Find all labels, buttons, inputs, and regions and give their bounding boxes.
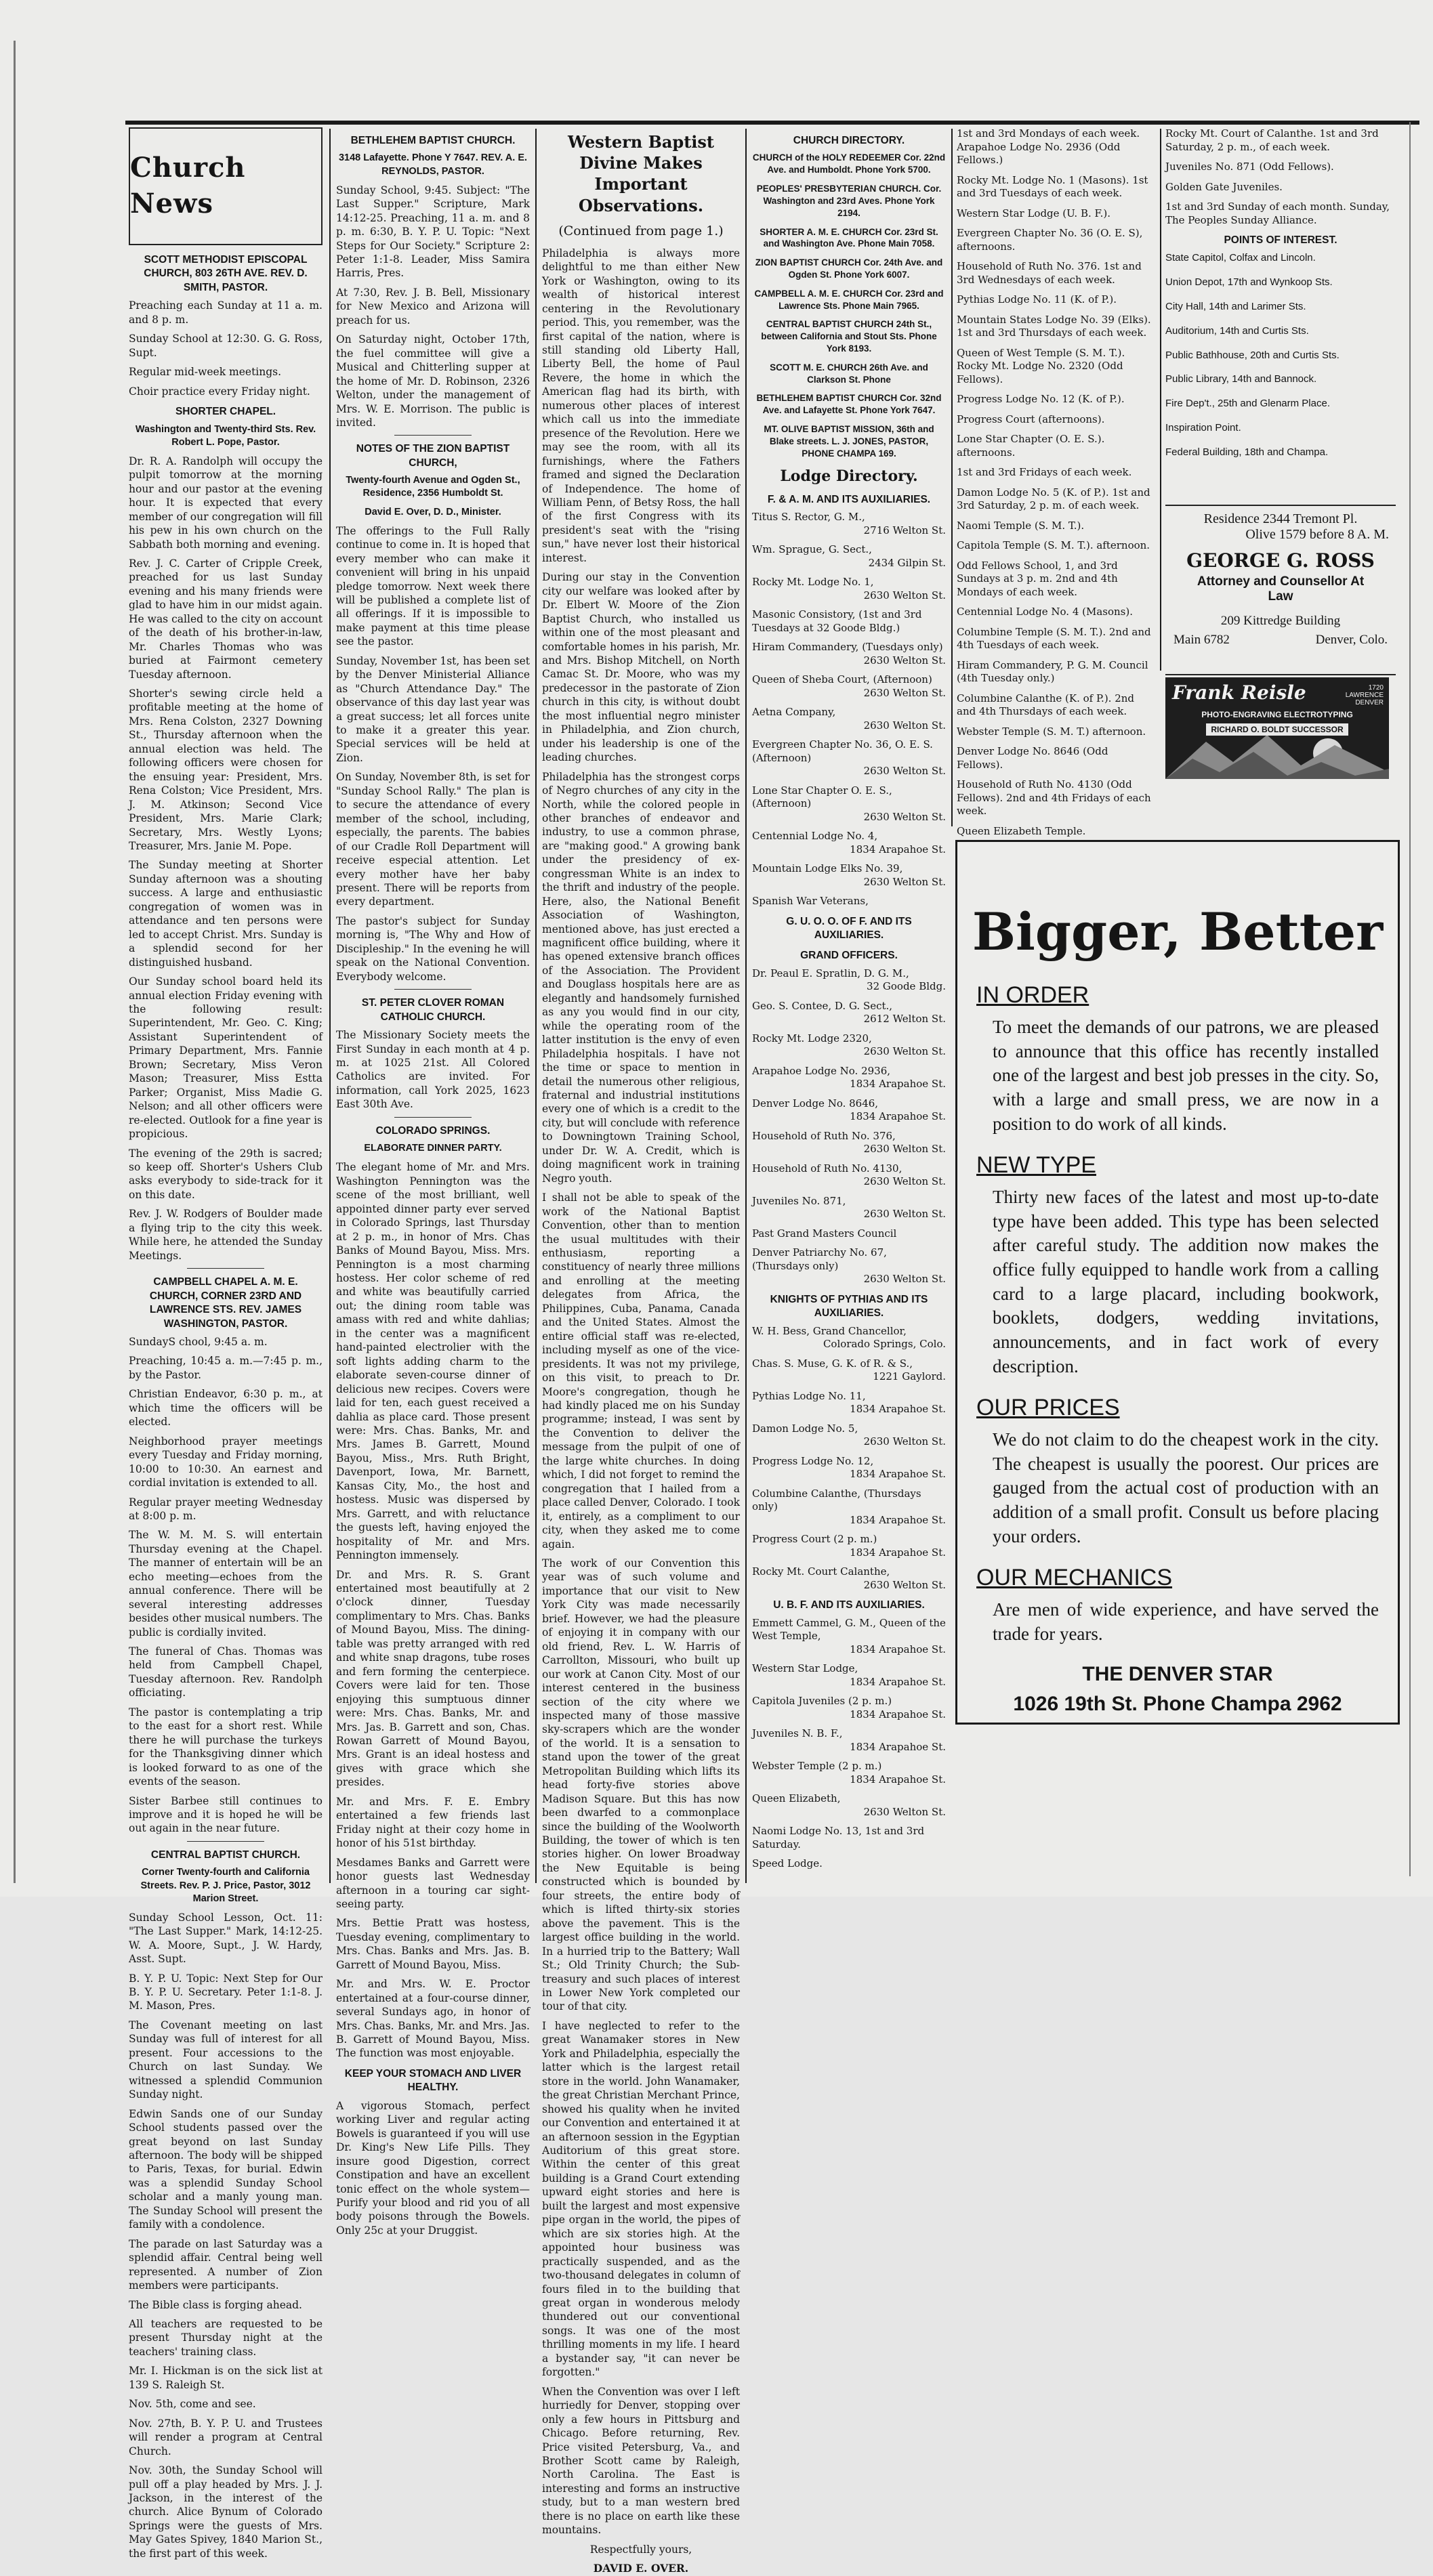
meeting-entry: Western Star Lodge (U. B. F.). [957,207,1110,219]
zion-minister: David E. Over, D. D., Minister. [365,506,501,518]
point-of-interest: Inspiration Point. [1165,422,1241,434]
meeting-entry: Juveniles No. 871 (Odd Fellows). [1165,161,1334,173]
column-divider [535,129,537,1883]
point-of-interest: Federal Building, 18th and Champa. [1165,446,1329,458]
meeting-entry: Columbine Temple (S. M. T.). 2nd and 4th Tuesdays of each week. [957,625,1151,651]
lodge-address: 1834 Arapahoe St. [850,1403,946,1416]
lodge-entry [752,543,946,570]
paragraph: The Bible class is forging ahead. [129,2298,302,2311]
church-directory-title: CHURCH DIRECTORY. [793,135,905,146]
lodge-name: Webster Temple (2 p. m.) [752,1760,882,1773]
ad-headline: Bigger, Better [972,902,1384,962]
ross-title: Attorney and Counsellor At Law [1197,574,1365,604]
lodge-address: 2630 Welton St. [863,719,946,732]
paragraph: I shall not be able to speak of the work of the National Baptist Convention, other than to mention the usual multitudes with their enthusiasm, reporting a constituency of nearly three millions and enrolling at the meeting delegates from Africa, the Philippines, Cuba, Panama, Canada and the United States. Almost the entire official staff was re-elected, including myself as one of the vice-presidents. It was not my privilege, on this visit, to preach to Dr. Moore's congregation, though he had kindly placed me on his Sunday programme; instead, I was sent by the Convention to deliver the message from the pulpit of one of the large white churches. In doing which, I did not forget to remind the congregation that I hailed from a place called Denver, Colorado. I took it, entirely, as a compliment to our city, when they asked me to come again. [542,1191,740,1550]
signature: DAVID E. OVER. [593,2562,689,2575]
column-2 [336,127,530,2237]
lodge-name: Dr. Peaul E. Spratlin, D. G. M., [752,967,909,979]
divider [394,989,472,990]
ross-city: Denver, Colo. [1315,633,1388,647]
lodge-name: Speed Lodge. [752,1857,823,1870]
lodge-name: Queen Elizabeth, [752,1792,841,1805]
central-heading: CENTRAL BAPTIST CHURCH. [150,1849,301,1861]
paragraph: Preaching each Sunday at 11 a. m. and 8 p. m. [129,299,323,326]
paragraph: Nov. 30th, the Sunday School will pull off a play headed by Mrs. J. J. Jackson, in the interest of the church. Alice Bynum of Colorado Springs were the guests of Mrs. May Gates Spivey, 1840 Marion St., the first part of this week. [129,2464,323,2560]
lodge-entry [752,1792,946,1819]
meeting-entry: Centennial Lodge No. 4 (Masons). [957,606,1133,618]
ad-section-body: Thirty new faces of the latest and most up-to-date type have been added. This type has been selected after careful study. The addition now makes the office fully equipped to handle work from a calling card to a large placard, including bookwork, booklets, dodgers, wedding invitations, announcements, and in fact work of every description. [993,1187,1379,1376]
paragraph: Sister Barbee still continues to improve and it is hoped he will be out again in the near future. [129,1794,323,1835]
continued-note: (Continued from page 1.) [558,223,724,238]
colorado-springs-heading: COLORADO SPRINGS. [375,1124,491,1137]
lodge-entry [752,576,946,602]
meeting-entry: Damon Lodge No. 5 (K. of P.). 1st and 3rd Saturday, 2 p. m. of each week. [957,486,1150,511]
paragraph: The Covenant meeting on last Sunday was full of interest for all present. Four accessions to the Church on last Sunday. We witnessed a splendid Communion Sunday night. [129,2019,323,2101]
lodge-entry [752,1325,946,1351]
point-of-interest: Fire Dep't., 25th and Glenarm Place. [1165,398,1330,410]
paragraph: Mr. I. Hickman is on the sick list at 139 S. Raleigh St. [129,2365,323,2391]
zion-heading: NOTES OF THE ZION BAPTIST CHURCH, [356,443,510,469]
meeting-entry: Lone Star Chapter (O. E. S.). afternoons. [957,433,1105,459]
lodge-address: 1834 Arapahoe St. [850,1643,946,1655]
point-of-interest: City Hall, 14th and Larimer Sts. [1165,301,1306,313]
lodge-name: Progress Lodge No. 12, [752,1454,874,1467]
paragraph: Sunday, November 1st, has been set by the Denver Ministerial Alliance as "Church Attendance Day." The observance of this day last year was a great success; let all forces unite to make it a greater this year. Special services will be held at Zion. [336,654,530,764]
church-entry: CHURCH of the HOLY REDEEMER Cor. 22nd Ave. and Humboldt. Phone York 5700. [752,152,946,175]
logo-address: 1720 LAWRENCE DENVER [1345,684,1384,706]
ross-footer [1165,629,1396,648]
point-of-interest: Auditorium, 14th and Curtis Sts. [1165,324,1309,337]
campbell-heading: CAMPBELL CHAPEL A. M. E. CHURCH, CORNER 23RD AND LAWRENCE STS. REV. JAMES WASHINGTON, PASTOR. [149,1276,302,1330]
lodge-name: Spanish War Veterans, [752,895,869,907]
paragraph: Sunday School, 9:45. Subject: "The Last Supper." Scripture, Mark 14:12-25. Preaching, 11 a. m. and 8 p. m. 6:30, B. Y. P. U. Topic: "Next Steps for Our Society." Scripture 2: Peter 1:1-8. Leader, Miss Samira Harris, Pres. [336,184,530,280]
lodge-name: Emmett Cammel, G. M., Queen of the West Temple, [752,1616,946,1643]
lodge-name: Masonic Consistory, (1st and 3rd Tuesdays at 32 Goode Bldg.) [752,608,922,634]
ad-section-body: Are men of wide experience, and have served the trade for years. [993,1599,1379,1644]
paragraph: During our stay in the Convention city our welfare was looked after by Dr. Elbert W. Moore of the Zion Baptist Church, who installed us within one of the most pleasant and comfortable homes in his parish, Mr. and Mrs. Bishop Mitchell, on North Camac St. Dr. Moore, who was my predecessor in the pastorate of Zion church in this city, is without doubt the most influential negro minister in Philadelphia, and Zion church, under his leadership is one of the leading churches. [542,571,740,764]
ad-section-title: OUR MECHANICS [976,1565,1173,1591]
meeting-entry: Household of Ruth No. 376. 1st and 3rd Wednesdays of each week. [957,260,1142,286]
meeting-entry: Naomi Temple (S. M. T.). [957,519,1085,532]
ross-card [1165,505,1396,675]
lodge-address: 2630 Welton St. [863,1273,946,1286]
paragraph: Nov. 5th, come and see. [129,2398,256,2411]
lodge-entry [752,1246,946,1286]
lodge-entry [752,895,946,908]
page-edge-left [14,41,16,1883]
meeting-entry: Columbine Calanthe (K. of P.). 2nd and 4th Thursdays of each week. [957,692,1135,717]
shorter-heading: SHORTER CHAPEL. [175,406,276,418]
article-headline: Western Baptist Divine Makes Important Observations. [568,132,714,215]
paragraph: Our Sunday school board held its annual election Friday evening with the following result: Superintendent, Mr. Geo. C. King; Assistant Superintendent of Primary Department, Mrs. Fannie Brown; Secretary, Miss Veron Mason; Treasurer, Miss Estta Parker; Organist, Miss Madie G. Nelson; and all other officers were re-elected. Outlook for a fine year is propicious. [129,975,323,1141]
column-4 [752,127,946,1875]
lodge-name: W. H. Bess, Grand Chancellor, [752,1324,907,1337]
paragraph: The Sunday meeting at Shorter Sunday afternoon was a shouting success. A large and enthusiastic congregation of women was in attendance and ten persons were led to accept Christ. Mrs. Sunday is a splendid second for her distinguished husband. [129,859,323,969]
meeting-entry: Golden Gate Juveniles. [1165,180,1283,193]
paragraph: All teachers are requested to be present Thursday night at the teachers' training class. [129,2317,323,2358]
lodge-entry [752,1000,946,1026]
lodge-name: Capitola Juveniles (2 p. m.) [752,1695,892,1708]
points-of-interest-heading: POINTS OF INTEREST. [1224,234,1337,246]
lodge-address: 2630 Welton St. [863,654,946,667]
lodge-address: 2630 Welton St. [863,875,946,888]
meeting-entry: Odd Fellows School, 1, and 3rd Sundays at 3 p. m. 2nd and 4th Mondays of each week. [957,559,1118,598]
meeting-entry: Capitola Temple (S. M. T.). afternoon. [957,539,1150,551]
paragraph: Philadelphia is always more delightful to me than either New York or Washington, owing to its wealth of historical interest centering in the Revolutionary period. This, you remember, was the first capital of the nation, where is still standing old Liberty Hall, Liberty Bell, the home of Paul Revere, the home in which the American flag had its birth, with numerous other places of interest which call us into the immediate presence of the Revolution. Here we may see the room, with all its furnishings, where the Fathers framed and signed the Declaration of Independence. The home of William Penn, of Betsy Ross, the hall of the first Congress with its president's seat with the "rising sun," have never lost their historical interest. [542,247,740,564]
central-subheading: Corner Twenty-fourth and California Streets. Rev. P. J. Price, Pastor, 3012 Marion Street. [140,1867,311,1904]
print-shop-advertisement [955,840,1400,1725]
meeting-entry: Mountain States Lodge No. 39 (Elks). 1st and 3rd Thursdays of each week. [957,313,1151,339]
logo-name: Frank Reisle [1172,681,1306,704]
lodge-name: Lone Star Chapter O. E. S., (Afternoon) [752,784,892,809]
paragraph: Rev. J. W. Rodgers of Boulder made a flying trip to the city this week. While here, he attended the Sunday Meetings. [129,1208,323,1262]
st-peter-heading: ST. PETER CLOVER ROMAN CATHOLIC CHURCH. [361,997,505,1023]
lodge-name: Pythias Lodge No. 11, [752,1389,866,1402]
paragraph: Shorter's sewing circle held a profitable meeting at the home of Mrs. Rena Colston, 2327 Downing St., Thursday afternoon when the annual election was held. The following officers were chosen for the ensuing year: President, Mrs. Rena Colston; Vice President, Mrs. J. M. Atkinson; Second Vice President, Mrs. Marie Clark; Secretary, Mrs. Westly Lyons; Treasurer, Mrs. Janie M. Pope. [129,688,323,853]
bethlehem-subheading: 3148 Lafayette. Phone Y 7647. REV. A. E. REYNOLDS, PASTOR. [338,152,528,177]
lodge-address: 1834 Arapahoe St. [850,1110,946,1123]
lodge-entry [752,706,946,732]
meeting-entry: Queen of West Temple (S. M. T.). Rocky Mt. Lodge No. 2320 (Odd Fellows). [957,346,1125,385]
column-1 [129,127,323,2560]
paragraph: Dr. R. A. Randolph will occupy the pulpit tomorrow at the morning hour and our pastor at the evening hour. It is expected that every member of our congregation will fill his pew in his own church on the Sabbath both morning and evening. [129,455,323,551]
paragraph: The W. M. M. S. will entertain Thursday evening at the Chapel. The manner of entertain will be an echo meeting—echoes from the annual conference. There will be several interesting addresses besides other musical numbers. The public is cordially invited. [129,1529,323,1639]
lodge-address: 1834 Arapahoe St. [850,1740,946,1753]
lodge-name: Chas. S. Muse, G. K. of R. & S., [752,1357,913,1370]
church-entry: CENTRAL BAPTIST CHURCH 24th St., between California and Stout Sts. Phone York 8193. [761,319,937,354]
lodge-name: Juveniles No. 871, [752,1194,846,1207]
paragraph: B. Y. P. U. Topic: Next Step for Our B. Y. P. U. Secretary. Peter 1:1-8. J. M. Mason, Pres. [129,1972,323,2012]
meeting-entry: Webster Temple (S. M. T.) afternoon. [957,725,1146,738]
paragraph: At 7:30, Rev. J. B. Bell, Missionary for New Mexico and Arizona will preach for us. [336,286,530,326]
ad-section-title: IN ORDER [976,982,1089,1008]
church-entry: BETHLEHEM BAPTIST CHURCH Cor. 32nd Ave. and Lafayette St. Phone York 7647. [756,393,942,416]
paragraph: Philadelphia has the strongest corps of Negro churches of any city in the North, while the colored people in other branches of endeavor and industry, to use a common phrase, are "making good." A growing bank under the presidency of ex-congressman White is an index to the thrift and industry of the people. Here, also, the National Benefit Association of Washington, mentioned above, has just erected a magnificent office building, where it has opened extensive branch offices of the Association. The Provident and Douglass hospitals here are as elegantly and handsomely furnished as any you would find in our city, while the operating room of the latter institution is the envy of even Philadelphia hospitals. I have not the time or space to mention in detail the numerous other religious, fraternal and industrial institutions every one of which is a credit to the city, but will conclude with reference to Downingtown Training School, under Dr. W. A. Credit, which is doing magnificent work in training Negro youth. [542,770,740,1185]
lodge-entry [752,1422,946,1449]
ad-section-body: We do not claim to do the cheapest work in the city. The cheapest is usually the poorest. Our prices are gauged from the actual cost of production with an addition of a small profit. Consult us before placing your orders. [993,1429,1379,1546]
meeting-entry: 1st and 3rd Sunday of each month. Sunday, The Peoples Sunday Alliance. [1165,200,1390,226]
lodge-entry [752,1130,946,1156]
logo-services: PHOTO-ENGRAVING ELECTROTYPING [1201,710,1353,719]
kop-heading: KNIGHTS OF PYTHIAS AND ITS AUXILIARIES. [770,1293,928,1319]
paragraph: The evening of the 29th is sacred; so keep off. Shorter's Ushers Club asks everybody to side-track for it on this date. [129,1147,323,1201]
colorado-springs-subheading: ELABORATE DINNER PARTY. [364,1143,502,1154]
point-of-interest: Union Depot, 17th and Wynkoop Sts. [1165,276,1333,289]
lodge-address: 1834 Arapahoe St. [850,1513,946,1526]
zion-subheading: Twenty-fourth Avenue and Ogden St., Residence, 2356 Humboldt St. [346,475,520,499]
lodge-name: Mountain Lodge Elks No. 39, [752,862,903,874]
lodge-entry [752,1162,946,1189]
lodge-name: Rocky Mt. Lodge No. 1, [752,576,874,588]
lodge-address: 2630 Welton St. [863,1045,946,1058]
point-of-interest: Public Bathhouse, 20th and Curtis Sts. [1165,349,1339,361]
guoo-heading: G. U. O. O. OF F. AND ITS AUXILIARIES. [786,915,912,941]
ross-building: 209 Kittredge Building [1220,614,1341,628]
divider [394,435,472,436]
logo-successor: RICHARD O. BOLDT SUCCESSOR [1206,723,1348,736]
lodge-address: 1834 Arapahoe St. [850,843,946,856]
lodge-name: Progress Court (2 p. m.) [752,1533,877,1546]
ross-residence: Residence 2344 Tremont Pl. [1203,511,1358,526]
lodge-entry [752,1565,946,1592]
paragraph: Mr. and Mrs. W. E. Proctor entertained at a four-course dinner, several Sundays ago, in honor of Mrs. Chas. Banks, Mr. and Mrs. Jas. B. Garrett of Mound Bayou, Miss. The function was most enjoyable. [336,1978,530,2060]
meeting-entry: Pythias Lodge No. 11 (K. of P.). [957,293,1117,305]
paragraph: The parade on last Saturday was a splendid affair. Central being well represented. A number of Zion members were participants. [129,2237,323,2292]
paragraph: The pastor is contemplating a trip to the east for a short rest. While there he will purchase the turkeys for the Thanksgiving dinner which is looked forward to as one of the events of the season. [129,1706,323,1788]
church-entry: CAMPBELL A. M. E. CHURCH Cor. 23rd and Lawrence Sts. Phone Main 7965. [754,288,944,311]
ad-section-body: To meet the demands of our patrons, we are pleased to announce that this office has recently installed one of the largest and best job presses in the city. So, with a large and small press, we are now in a position to do work of all kinds. [993,1017,1379,1134]
lodge-entry [752,1662,946,1689]
lodge-entry [752,1357,946,1384]
lodge-name: Evergreen Chapter No. 36, O. E. S. (Afternoon) [752,738,933,764]
closing: Respectfully yours, [589,2543,692,2556]
paragraph: The work of our Convention this year was of such volume and importance that our visit to New York City was made necessarily brief. However, we had the pleasure of enjoying it in company with our old friend, Rev. L. W. Harris of Carrollton, Missouri, who built up our work at Canon City. Most of our interest centered in the business section of the city where we inspected many of those massive sky-scrapers which are the wonder of the world. It is a sensation to stand upon the tower of the great Metropolitan Building which lifts its head forty-five stories above Madison Square. But this has now been dwarfed to a commonplace since the building of the Woolworth Building, the tower of which is ten stories higher. On lower Broadway the New Equitable is being constructed which is bounded by four streets, the entire body of which is lifted thirty-six stories above the pavement. This is the largest office building in the world. In a hurried trip to the Battery; Wall St.; Old Trinity Church; the Sub-treasury and such places of interest in Lower New York completed our tour of that city. [542,1557,740,2013]
lodge-entry [752,1390,946,1416]
lodge-name: Titus S. Rector, G. M., [752,511,865,523]
lodge-name: Geo. S. Contee, D. G. Sect., [752,999,893,1012]
paragraph: Rev. J. C. Carter of Cripple Creek, preached for us last Sunday evening and his many friends were glad to have him in our midst again. He was called to the city on account of the death of his brother-in-law, Mr. Charles Thomas who was buried at Fairmont cemetery Tuesday afternoon. [129,557,323,681]
lodge-entry [752,641,946,667]
lodge-entry [752,1227,946,1241]
paragraph: Christian Endeavor, 6:30 p. m., at which time the officers will be elected. [129,1388,323,1429]
lodge-name: Denver Patriarchy No. 67, (Thursdays only) [752,1246,887,1272]
lodge-entry [752,1857,946,1871]
meeting-entry: 1st and 3rd Fridays of each week. [957,466,1132,478]
paragraph: Mesdames Banks and Garrett were honor guests last Wednesday afternoon in a touring car sight-seeing party. [336,1856,530,1910]
lodge-name: Arapahoe Lodge No. 2936, [752,1064,891,1077]
point-of-interest: State Capitol, Colfax and Lincoln. [1165,252,1316,264]
lodge-entry [752,862,946,889]
paragraph: On Sunday, November 8th, is set for "Sunday School Rally." The plan is to secure the attendance of every member of the school, including, especially, the parents. The babies of our Cradle Roll Department will receive especial attention. Let every mother have her baby present. There will be reports from every department. [336,771,530,908]
lodge-address: 2630 Welton St. [863,1175,946,1188]
lodge-address: 2434 Gilpin St. [868,556,946,569]
lodge-entry [752,1695,946,1721]
lodge-address: Colorado Springs, Colo. [823,1338,946,1351]
church-news-title: Church News [130,152,246,219]
paragraph: Choir practice every Friday night. [129,385,310,398]
column-divider [951,129,953,826]
lodge-name: Centennial Lodge No. 4, [752,830,878,842]
lodge-entry [752,1032,946,1059]
lodge-directory-title: Lodge Directory. [780,467,918,485]
lodge-name: Hiram Commandery, (Tuesdays only) [752,641,943,653]
church-news-title-box [129,127,323,245]
lodge-entry [752,1195,946,1221]
ross-name: GEORGE G. ROSS [1186,549,1375,572]
lodge-entry [752,1617,946,1657]
lodge-name: Queen of Sheba Court, (Afternoon) [752,673,932,685]
lodge-entry [752,673,946,700]
ubf-heading: U. B. F. AND ITS AUXILIARIES. [773,1599,925,1611]
lodge-entry [752,608,946,635]
divider [394,1117,472,1118]
lodge-name: Aetna Company, [752,706,836,718]
lodge-name: Juveniles N. B. F., [752,1727,843,1740]
paragraph: Edwin Sands one of our Sunday School students passed over the great beyond on last Sunday afternoon. The body will be shipped to Paris, Texas, for burial. Edwin was a splendid Sunday School scholar and a manly young man. The Sunday School will present the family with a condolence. [129,2107,323,2231]
column-divider [1160,129,1161,671]
lodge-name: Rocky Mt. Court Calanthe, [752,1565,890,1578]
lodge-entry [752,511,946,537]
ad-footer-address: 1026 19th St. Phone Champa 2962 [1013,1692,1342,1715]
lodge-name: Past Grand Masters Council [752,1227,897,1240]
lodge-address: 2630 Welton St. [863,589,946,601]
paragraph: On Saturday night, October 17th, the fuel committee will give a Musical and Chitterling supper at the home of Mr. D. Robinson, 2326 Welton, under the management of Mrs. W. E. Morrison. The public is invited. [336,333,530,429]
column-5 [957,127,1155,837]
lodge-address: 2630 Welton St. [863,1435,946,1448]
lodge-address: 2630 Welton St. [863,1208,946,1221]
lodge-name: Damon Lodge No. 5, [752,1422,858,1435]
church-entry: SCOTT M. E. CHURCH 26th Ave. and Clarkson St. Phone [770,362,928,385]
lodge-name: Household of Ruth No. 4130, [752,1162,902,1175]
lodge-entry [752,784,946,824]
lodge-address: 1834 Arapahoe St. [850,1468,946,1481]
fam-heading: F. & A. M. AND ITS AUXILIARIES. [767,493,931,505]
lodge-address: 2630 Welton St. [863,810,946,823]
paragraph: Preaching, 10:45 a. m.—7:45 p. m., by the Pastor. [129,1355,323,1381]
lodge-name: Naomi Lodge No. 13, 1st and 3rd Saturday. [752,1825,925,1851]
top-rule [125,121,1419,125]
column-divider [745,129,747,1883]
ross-phone: Olive 1579 before 8 A. M. [1245,527,1389,542]
lodge-entry [752,830,946,856]
ross-main-phone: Main 6782 [1174,633,1230,647]
lodge-address: 2630 Welton St. [863,765,946,777]
lodge-address: 32 Goode Bldg. [867,980,946,993]
lodge-entry [752,1455,946,1481]
lodge-entry [752,738,946,778]
lodge-address: 2630 Welton St. [863,1805,946,1818]
lodge-address: 2630 Welton St. [863,686,946,699]
paragraph: The funeral of Chas. Thomas was held from Campbell Chapel, Tuesday afternoon. Rev. Randolph officiating. [129,1645,323,1699]
lodge-entry [752,1097,946,1124]
lodge-entry [752,1487,946,1527]
divider [187,1268,264,1269]
paragraph: I have neglected to refer to the great Wanamaker stores in New York and Philadelphia, especially the latter which is the largest retail store in the world. John Wanamaker, the great Christian Merchant Prince, showed his quality when he invited our Convention and entertained it at an afternoon session in the Egyptian Auditorium of this great store. Within the center of this great building is a Grand Court extending upward eight stories and here is built the largest and most expensive pipe organ in the world, the pipes of which are six stories high. At the appointed hour business was practically suspended, and as the two-thousand delegates in column of fours filed in to the building that great organ in wonderous melody thundered out our conventional songs. It was one of the most thrilling moments in my life. I heard a bystander say, "it can never be forgotten." [542,2019,740,2379]
lodge-entry [752,1825,946,1851]
paragraph: When the Convention was over I left hurriedly for Denver, stopping over only a few hours in Pittsburg and Chicago. Before returning, Rev. Price visited Petersburg, Va., and Brother Scott came by Raleigh, North Carolina. The East is interesting and forms an instructive study, but to a man western bred there is no place on earth like these mountains. [542,2385,740,2537]
meeting-entry: Progress Court (afternoons). [957,413,1105,425]
divider [187,1841,264,1842]
lodge-entry [752,1727,946,1754]
stomach-heading: KEEP YOUR STOMACH AND LIVER HEALTHY. [344,2067,522,2094]
bethlehem-heading: BETHLEHEM BAPTIST CHURCH. [350,135,516,146]
point-of-interest: Public Library, 14th and Bannock. [1165,373,1317,385]
lodge-name: Western Star Lodge, [752,1662,858,1675]
paragraph: SundayS chool, 9:45 a. m. [129,1335,268,1348]
paragraph: Dr. and Mrs. R. S. Grant entertained most beautifully at 2 o'clock dinner, Tuesday complimentary to Mrs. Chas. Banks of Mound Bayou, Miss. The dining-table was pretty arranged with red and white snap dragons, tube roses and fern forming the centerpiece. Covers were laid for ten. Those enjoying this sumptuous dinner were: Mrs. Chas. Banks, Mr. and Mrs. Jas. B. Garrett and son, Chas. Rowan Garrett of Mound Bayou, Mrs. Grant is an ideal hostess and gives with grace which she presides. [336,1568,530,1789]
lodge-address: 1834 Arapahoe St. [850,1675,946,1688]
meeting-entry: Hiram Commandery, P. G. M. Council (4th Tuesday only.) [957,658,1148,684]
paragraph: Regular prayer meeting Wednesday at 8:00 p. m. [129,1496,323,1522]
lodge-address: 2716 Welton St. [863,524,946,536]
meeting-entry: Household of Ruth No. 4130 (Odd Fellows). 2nd and 4th Fridays of each week. [957,778,1151,817]
lodge-address: 1834 Arapahoe St. [850,1708,946,1720]
paragraph: The Missionary Society meets the First Sunday in each month at 4 p. m. at 1025 21st. All Colored Catholics are invited. For information, call York 2025, 1623 East 30th Ave. [336,1029,530,1111]
paragraph: Regular mid-week meetings. [129,366,282,379]
paragraph: Mr. and Mrs. F. E. Embry entertained a few friends last Friday night at their cozy home in honor of his 51st birthday. [336,1795,530,1850]
engraver-logo [1165,677,1389,779]
church-entry: SHORTER A. M. E. CHURCH Cor. 23rd St. and Washington Ave. Phone Main 7058. [760,226,938,249]
meeting-entry: Evergreen Chapter No. 36 (O. E. S), afternoons. [957,227,1143,253]
lodge-name: Wm. Sprague, G. Sect., [752,543,872,555]
ad-section-title: NEW TYPE [976,1152,1096,1179]
paragraph: The elegant home of Mr. and Mrs. Washington Pennington was the scene of the most brilliant, well appointed dinner party ever served in Colorado Springs, last Thursday at 2 p. m., in honor of Mrs. Chas Banks of Mound Bayou, Miss. Mrs. Pennington is a most charming hostess. Her color scheme of red and white was beautifully carried out; the dining room table was amass with red and white dahlias; in the center was a magnificent hand-painted electrolier with the soft lights adding charm to the elaborate seven-course dinner of delicious new recipes. Covers were laid for ten, each guest received a dahlia as place card. Those present were: Mrs. Chas. Banks, Mr. and Mrs. James B. Garrett, Mound Bayou, Miss., Mrs. Ruth Bright, Davenport, Iowa, Mr. Barnett, Kansas City, Mo., the host and hostess. Music was dispersed by Mrs. Garrett, and with reluctance the guests left, having enjoyed the hospitality of Mr. and Mrs. Pennington immensely. [336,1161,530,1562]
lodge-name: Rocky Mt. Lodge 2320, [752,1032,872,1044]
lodge-address: 1834 Arapahoe St. [850,1546,946,1559]
scott-heading: SCOTT METHODIST EPISCOPAL CHURCH, 803 26TH AVE. REV. D. SMITH, PASTOR. [144,254,308,293]
ad-footer-name: THE DENVER STAR [1082,1662,1273,1685]
lodge-entry [752,1533,946,1559]
paragraph: Sunday School Lesson, Oct. 11: "The Last Supper." Mark, 14:12-25. W. A. Moore, Supt., J. W. Hardy, Asst. Supt. [129,1911,323,1966]
ad-section-title: OUR PRICES [976,1395,1120,1421]
meeting-entry: 1st and 3rd Mondays of each week. Arapahoe Lodge No. 2936 (Odd Fellows.) [957,127,1140,166]
lodge-name: Household of Ruth No. 376, [752,1129,896,1142]
paragraph: Nov. 27th, B. Y. P. U. and Trustees will render a program at Central Church. [129,2417,323,2457]
lodge-entry [752,1760,946,1786]
meeting-entry: Denver Lodge No. 8646 (Odd Fellows). [957,745,1108,771]
paragraph: The pastor's subject for Sunday morning is, "The Why and How of Discipleship." In the evening he will speak on the National Convention. Everybody welcome. [336,914,530,983]
paragraph: Sunday School at 12:30. G. G. Ross, Supt. [129,333,323,359]
lodge-address: 1834 Arapahoe St. [850,1773,946,1786]
meeting-entry: Rocky Mt. Lodge No. 1 (Masons). 1st and 3rd Tuesdays of each week. [957,173,1148,199]
lodge-address: 2630 Welton St. [863,1578,946,1591]
church-entry: ZION BAPTIST CHURCH Cor. 24th Ave. and Ogden St. Phone York 6007. [755,257,943,280]
lodge-name: Columbine Calanthe, (Thursdays only) [752,1487,921,1513]
shorter-subheading: Washington and Twenty-third Sts. Rev. Robert L. Pope, Pastor. [135,423,316,448]
lodge-entry [752,1065,946,1091]
church-entry: PEOPLES' PRESBYTERIAN CHURCH. Cor. Washington and 23rd Aves. Phone York 2194. [756,184,942,218]
lodge-address: 1834 Arapahoe St. [850,1078,946,1091]
grand-officers-heading: GRAND OFFICERS. [800,950,898,962]
column-3 [542,127,740,2575]
paragraph: The offerings to the Full Rally continue to come in. It is hoped that every member who can make it convenient will bring in his unpaid pledge tomorrow. Next week there will be published a complete list of all offerings. If it is impossible to make payment at this time please see the pastor. [336,524,530,648]
church-entry: MT. OLIVE BAPTIST MISSION, 36th and Blake streets. L. J. JONES, PASTOR, PHONE CHAMPA 169. [764,424,934,459]
paragraph: Mrs. Bettie Pratt was hostess, Tuesday evening, complimentary to Mrs. Chas. Banks and Mrs. Jas. B. Garrett of Mound Bayou, Miss. [336,1917,530,1971]
lodge-address: 2612 Welton St. [863,1013,946,1026]
lodge-entry [752,967,946,994]
lodge-address: 1221 Gaylord. [873,1370,946,1383]
paragraph: Neighborhood prayer meetings every Tuesday and Friday morning, 10:00 to 10:30. An earnest and cordial invitation is extended to all. [129,1435,323,1490]
meeting-entry: Queen Elizabeth Temple. [957,824,1086,837]
lodge-address: 2630 Welton St. [863,1143,946,1156]
lodge-name: Denver Lodge No. 8646, [752,1097,879,1110]
column-divider [329,129,331,1883]
paragraph: A vigorous Stomach, perfect working Liver and regular acting Bowels is guaranteed if you will use Dr. King's New Life Pills. They insure good Digestion, correct Constipation and have an excellent tonic effect on the whole system—Purify your blood and rid you of all body poisons through the Bowels. Only 25c at your Druggist. [336,2099,530,2237]
page-edge-right [1409,122,1411,1876]
meeting-entry: Progress Lodge No. 12 (K. of P.). [957,393,1125,405]
meeting-entry: Rocky Mt. Court of Calanthe. 1st and 3rd Saturday, 2 p. m., of each week. [1165,127,1379,153]
